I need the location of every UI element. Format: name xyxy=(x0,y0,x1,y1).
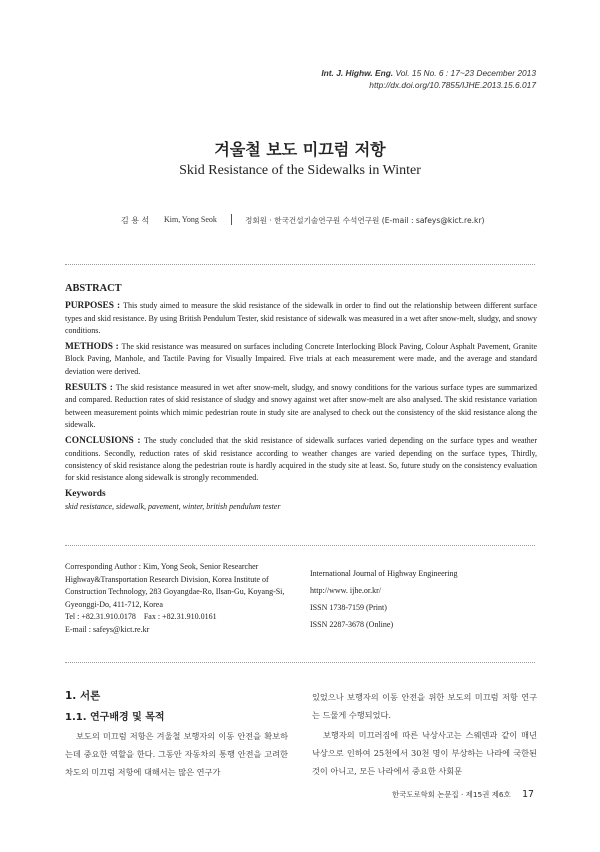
abstract-purposes xyxy=(65,300,537,337)
divider-top xyxy=(65,264,535,265)
correspondence-block xyxy=(65,561,300,637)
section-1-1-title: 1.1. 연구배경 및 목적 xyxy=(65,712,165,723)
journal-reference xyxy=(321,67,536,91)
purposes-text: This study aimed to measure the skid resistance of the sidewalk in order to find out the relationship between different surface types and skid resistance. By using British Pendulum Tester, skid resistance of sidewalk was measured in a wet after snow-melt, sludgy, and snowy conditions. xyxy=(65,301,537,335)
body-paragraph-3: 보행자의 미끄러짐에 따른 낙상사고는 스웨덴과 같이 매년 낙상으로 인하여 25천에서 30천 명이 부상하는 나라에 국한된 것이 아니고, 모든 나라에서 중요한 사회문 xyxy=(312,730,537,776)
correspondence-phone-fax: Tel : +82.31.910.0178 Fax : +82.31.910.0161 xyxy=(65,612,217,622)
body-column-left xyxy=(65,688,288,781)
abstract-heading: ABSTRACT xyxy=(65,283,122,294)
methods-text: The skid resistance was measured on surfaces including Concrete Interlocking Block Paving, Colour Asphalt Pavement, Granite Block Paving, Manhole, and Tactile Paving for Visually Impaired. Five trials at each measurement were made, and the average and standard deviation were derived. xyxy=(65,342,538,376)
page-footer xyxy=(392,789,534,800)
divider-bottom xyxy=(65,662,535,663)
correspondence-email: E-mail : safeys@kict.re.kr xyxy=(65,624,150,634)
results-label: RESULTS : xyxy=(65,383,116,394)
journal-citation xyxy=(321,67,536,79)
abstract-block xyxy=(65,283,537,513)
english-title: Skid Resistance of the Sidewalks in Winter xyxy=(179,163,421,178)
body-paragraph-1: 보도의 미끄럼 저항은 겨울철 보행자의 이동 안전을 확보하는데 중요한 역할을 한다. 그동안 자동차의 통행 안전을 고려한 차도의 미끄럼 저항에 대해서는 많은 연구가 xyxy=(65,731,288,777)
journal-info-issn-print: ISSN 1738-7159 (Print) xyxy=(310,603,387,612)
conclusions-label: CONCLUSIONS : xyxy=(65,436,144,447)
purposes-label: PURPOSES : xyxy=(65,301,124,312)
author-affiliation: 정회원 · 한국건설기술연구원 수석연구원 (E-mail : safeys@kict.re.kr) xyxy=(245,216,485,225)
correspondence-line: Construction Technology, 283 Goyangdae-Ro, Ilsan-Gu, Koyang-Si, xyxy=(65,587,285,597)
keywords-heading: Keywords xyxy=(65,489,106,500)
correspondence-line: Highway&Transportation Research Division, Korea Institute of xyxy=(65,574,269,584)
abstract-conclusions xyxy=(65,435,537,484)
journal-info-url[interactable]: http://www. ijhe.or.kr/ xyxy=(310,586,382,595)
journal-info-name: International Journal of Highway Engineering xyxy=(310,569,458,578)
divider-middle xyxy=(65,545,535,546)
author-separator xyxy=(231,214,232,225)
page-number: 17 xyxy=(522,789,534,800)
author-english-name: Kim, Yong Seok xyxy=(164,215,217,224)
journal-issue: Vol. 15 No. 6 : 17~23 December 2013 xyxy=(393,68,536,78)
journal-info-issn-online: ISSN 2287-3678 (Online) xyxy=(310,620,394,629)
correspondence-line: Gyeonggi-Do, 411-712, Korea xyxy=(65,599,163,609)
keywords-text: skid resistance, sidewalk, pavement, winter, british pendulum tester xyxy=(65,501,281,511)
conclusions-text: The study concluded that the skid resistance of sidewalk surfaces varied depending on the surface types and weather conditions. Secondly, reduction rates of skid resistance according to weather changes are varied depending on the surface types, Thirdly, consistency of skid resistance along the pedestrian route is hardly acquired in the study site at least. So, future study on the consistency evaluation for skid resistance along sidewalk is strongly recommended. xyxy=(65,436,537,483)
methods-label: METHODS : xyxy=(65,342,122,353)
abstract-results xyxy=(65,382,537,431)
journal-name: Int. J. Highw. Eng. xyxy=(321,68,394,78)
correspondence-line: Corresponding Author : Kim, Yong Seok, Senior Researcher xyxy=(65,562,259,571)
section-1-title: 1. 서론 xyxy=(65,690,101,702)
journal-info-block xyxy=(310,565,540,633)
korean-title: 겨울철 보도 미끄럼 저항 xyxy=(214,140,386,159)
body-column-right xyxy=(312,688,537,780)
body-paragraph-2: 있었으나 보행자의 이동 안전을 위한 보도의 미끄럼 저항 연구는 드물게 수행되었다. xyxy=(312,692,537,720)
results-text: The skid resistance measured in wet after snow-melt, sludgy, and snowy conditions for the various surface types are summarized and compared. Reduction rates of skid resistance of sludgy and snowy against wet after snow-melt are also analysed. The skid resistance variation between measurement points which mimic pedestrian route in study site are analysed to check out the consistency of the skid resistance along the sidewalk. xyxy=(65,383,537,429)
footer-journal: 한국도로학회 논문집 · 제15권 제6호 xyxy=(392,790,511,799)
author-korean-name: 김 용 석 xyxy=(121,216,150,225)
doi-link[interactable]: http://dx.doi.org/10.7855/IJHE.2013.15.6.017 xyxy=(369,80,536,90)
abstract-methods xyxy=(65,341,537,378)
